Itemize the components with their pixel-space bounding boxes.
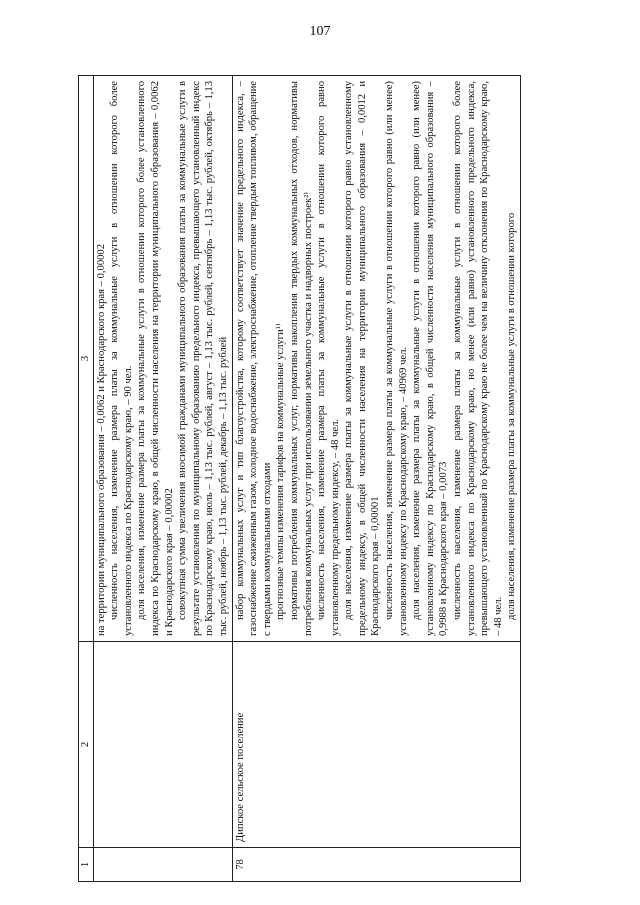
description-paragraph: доля населения, изменение размера платы за коммунальные услуги в отношении которого равно (или менее) установленному индексу по Краснодарскому краю, в общей численности населения муниципального образования – 0,9988 и Краснодарского края – 0,0073 xyxy=(411,81,450,636)
description-paragraph: набор коммунальных услуг и тип благоустройства, которому соответствует значение предельного индекса, – газоснабжение сжиженным газом, холодное водоснабжение, электроснабжение, отопление твердым топливом, обращение с твердыми коммунальными отходами xyxy=(234,81,273,636)
header-col-2: 2 xyxy=(79,642,94,848)
description-cell xyxy=(93,76,232,642)
header-col-1: 1 xyxy=(79,848,94,882)
header-col-3: 3 xyxy=(79,76,94,642)
description-paragraph: численность населения, изменение размера платы за коммунальные услуги в отношении которого равно установленному предельному индексу, – 48 чел. xyxy=(316,81,341,636)
description-paragraph: численность населения, изменение размера платы за коммунальные услуги в отношении которого более установленного индекса по Краснодарскому краю, но менее (или равно) установленного предельного индекса, превышающего установленный по Краснодарскому краю не более чем на величину отклонения по Краснодарскому краю, – 48 чел. xyxy=(452,81,504,636)
municipality-name-cell: Дипское сельское поселение xyxy=(232,642,520,848)
description-paragraph: на территории муниципального образования – 0,0062 и Краснодарского края – 0,00002 xyxy=(95,243,107,636)
indices-table xyxy=(78,75,521,882)
row-number-cell: 78 xyxy=(232,848,520,882)
description-paragraph: нормативы потребления коммунальных услуг, нормативы накопления твердых коммунальных отходов, нормативы потребления коммунальных услуг при использовании земельного участка и надворных построек²⁾ xyxy=(288,81,314,636)
rotated-table-area xyxy=(78,76,598,882)
row-number-cell xyxy=(93,848,232,882)
table-row xyxy=(93,76,232,882)
description-paragraph: доля населения, изменение размера платы за коммунальные услуги в отношении которого xyxy=(506,212,518,620)
table-row xyxy=(232,76,520,882)
municipality-name-cell xyxy=(93,642,232,848)
description-cell xyxy=(232,76,520,642)
rotated-table xyxy=(78,76,598,882)
description-paragraph: прогнозные темпы изменения тарифов на коммунальные услуги¹⁾ xyxy=(275,323,287,620)
description-paragraph: доля населения, изменение размера платы за коммунальные услуги в отношении которого более установленного индекса по Краснодарскому краю, в общей численности населения на территории муниципального образования – 0,0062 и Краснодарского края – 0,00002 xyxy=(136,81,175,636)
description-paragraph: численность населения, изменение размера платы за коммунальные услуги в отношении которого равно (или менее) установленному индексу по Краснодарскому краю, – 40969 чел. xyxy=(384,81,409,636)
description-paragraph: совокупная сумма увеличения вносимой гражданами муниципального образования платы за коммунальные услуги в результате установления по муниципальному образованию предельного индекса, превышающего установленный индекс по Краснодарскому краю, июль – 1,13 тыс. рублей, август – 1,13 тыс. рублей, сентябрь – 1,13 тыс. рублей, октябрь – 1,13 тыс. рублей, ноябрь – 1,13 тыс. рублей, декабрь – 1,13 тыс. рублей xyxy=(177,81,229,636)
description-paragraph: доля населения, изменение размера платы за коммунальные услуги в отношении которого равно установленному предельному индексу, в общей численности населения на территории муниципального образования – 0,0012 и Краснодарского края – 0,00001 xyxy=(343,81,382,636)
table-header-row xyxy=(79,76,94,882)
description-paragraph: численность населения, изменение размера платы за коммунальные услуги в отношении которого более установленного индекса по Краснодарскому краю, – 90 чел. xyxy=(109,81,134,636)
page-number: 107 xyxy=(309,24,331,39)
